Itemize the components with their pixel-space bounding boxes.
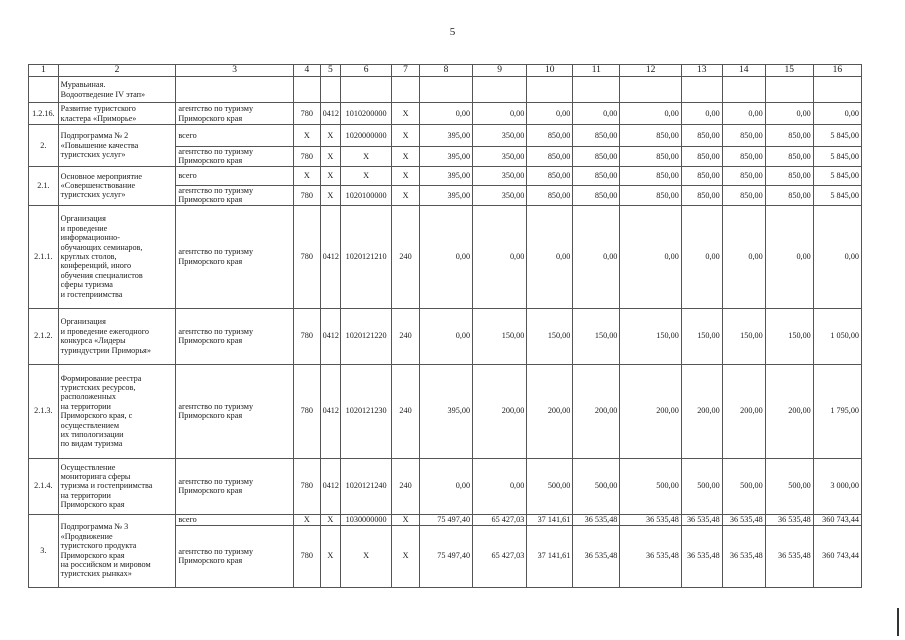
amount-cell: 395,00: [419, 147, 472, 167]
amount-cell: 0,00: [573, 103, 620, 125]
amount-cell: 0,00: [620, 205, 681, 308]
code-cell: X: [392, 514, 420, 525]
amount-cell: 395,00: [419, 185, 472, 205]
amount-cell: 850,00: [681, 185, 722, 205]
header-cell: 2: [58, 65, 176, 77]
header-cell: 7: [392, 65, 420, 77]
code-cell: 780: [294, 185, 321, 205]
code-cell: X: [392, 147, 420, 167]
amount-cell: 850,00: [573, 166, 620, 185]
code-cell: 780: [294, 525, 321, 587]
row-name: Осуществление мониторинга сферы туризма и гостеприимства на территории Приморского края: [58, 458, 176, 514]
code-cell: 0412: [320, 364, 340, 458]
amount-cell: 0,00: [527, 103, 573, 125]
table-row: [29, 458, 862, 514]
executor-cell: агентство по туризму Приморского края: [176, 364, 294, 458]
amount-cell: 850,00: [765, 125, 813, 147]
code-cell: X: [320, 525, 340, 587]
code-cell: 1020121210: [341, 205, 392, 308]
amount-cell: 850,00: [573, 125, 620, 147]
amount-cell: 500,00: [722, 458, 765, 514]
code-cell: X: [341, 525, 392, 587]
row-number: 1.2.16.: [29, 103, 59, 125]
row-name: Основное мероприятие «Совершенствование туристских услуг»: [58, 166, 176, 205]
amount-cell: 850,00: [722, 166, 765, 185]
header-cell: 5: [320, 65, 340, 77]
amount-cell: 0,00: [722, 205, 765, 308]
code-cell: X: [320, 147, 340, 167]
row-name: Организация и проведение ежегодного конкурса «Лидеры туриндустрии Приморья»: [58, 308, 176, 364]
amount-cell: [419, 77, 472, 103]
amount-cell: 200,00: [473, 364, 527, 458]
amount-cell: 150,00: [620, 308, 681, 364]
code-cell: [294, 77, 321, 103]
amount-cell: 850,00: [573, 185, 620, 205]
code-cell: 240: [392, 308, 420, 364]
amount-cell: 36 535,48: [573, 525, 620, 587]
amount-cell: [813, 77, 861, 103]
amount-cell: 37 141,61: [527, 514, 573, 525]
row-number: 2.1.4.: [29, 458, 59, 514]
amount-cell: 350,00: [473, 185, 527, 205]
amount-cell: 850,00: [681, 125, 722, 147]
amount-cell: [681, 77, 722, 103]
code-cell: 1020121220: [341, 308, 392, 364]
row-name: Подпрограмма № 2 «Повышение качества туристских услуг»: [58, 125, 176, 167]
code-cell: 780: [294, 205, 321, 308]
amount-cell: 500,00: [620, 458, 681, 514]
amount-cell: 5 845,00: [813, 185, 861, 205]
row-name: Организация и проведение информационно- обучающих семинаров, круглых столов, конференций, иного обучения специалистов сферы туризма и гостеприимства: [58, 205, 176, 308]
amount-cell: 360 743,44: [813, 514, 861, 525]
amount-cell: 850,00: [722, 125, 765, 147]
amount-cell: 5 845,00: [813, 166, 861, 185]
row-name: Подпрограмма № 3 «Продвижение туристского продукта Приморского края на российском и мировом туристских рынках»: [58, 514, 176, 587]
code-cell: X: [320, 125, 340, 147]
code-cell: [320, 77, 340, 103]
code-cell: 780: [294, 458, 321, 514]
amount-cell: 350,00: [473, 147, 527, 167]
amount-cell: 0,00: [419, 205, 472, 308]
code-cell: 0412: [320, 205, 340, 308]
code-cell: X: [294, 166, 321, 185]
amount-cell: 65 427,03: [473, 514, 527, 525]
amount-cell: 36 535,48: [681, 525, 722, 587]
executor-cell: агентство по туризму Приморского края: [176, 185, 294, 205]
amount-cell: 500,00: [573, 458, 620, 514]
amount-cell: 36 535,48: [620, 525, 681, 587]
code-cell: X: [392, 185, 420, 205]
amount-cell: 0,00: [527, 205, 573, 308]
amount-cell: 200,00: [722, 364, 765, 458]
amount-cell: 75 497,40: [419, 514, 472, 525]
header-cell: 8: [419, 65, 472, 77]
row-number: 2.1.2.: [29, 308, 59, 364]
amount-cell: 0,00: [573, 205, 620, 308]
header-cell: 9: [473, 65, 527, 77]
amount-cell: [473, 77, 527, 103]
code-cell: 240: [392, 205, 420, 308]
code-cell: X: [341, 147, 392, 167]
amount-cell: 36 535,48: [573, 514, 620, 525]
amount-cell: 395,00: [419, 125, 472, 147]
code-cell: X: [392, 103, 420, 125]
code-cell: X: [320, 514, 340, 525]
amount-cell: 850,00: [620, 185, 681, 205]
amount-cell: 850,00: [681, 147, 722, 167]
row-number: 2.1.: [29, 166, 59, 205]
amount-cell: 36 535,48: [620, 514, 681, 525]
code-cell: 780: [294, 308, 321, 364]
amount-cell: [620, 77, 681, 103]
page-number: 5: [449, 26, 456, 38]
amount-cell: 850,00: [620, 125, 681, 147]
header-cell: 11: [573, 65, 620, 77]
amount-cell: 850,00: [527, 185, 573, 205]
amount-cell: 200,00: [620, 364, 681, 458]
header-cell: 14: [722, 65, 765, 77]
code-cell: 1020121230: [341, 364, 392, 458]
header-cell: 1: [29, 65, 59, 77]
amount-cell: 0,00: [473, 458, 527, 514]
amount-cell: 36 535,48: [681, 514, 722, 525]
code-cell: 0412: [320, 103, 340, 125]
code-cell: 1030000000: [341, 514, 392, 525]
row-number: 2.: [29, 125, 59, 167]
amount-cell: 850,00: [722, 185, 765, 205]
row-name: Муравьиная. Водоотведение IV этап»: [58, 77, 176, 103]
code-cell: 1010200000: [341, 103, 392, 125]
code-cell: X: [320, 185, 340, 205]
amount-cell: 5 845,00: [813, 125, 861, 147]
amount-cell: 850,00: [527, 125, 573, 147]
executor-cell: агентство по туризму Приморского края: [176, 147, 294, 167]
table-row: [29, 514, 862, 525]
table-row: [29, 364, 862, 458]
amount-cell: 75 497,40: [419, 525, 472, 587]
row-name: Формирование реестра туристских ресурсов, расположенных на территории Приморского края, с осуществлением их типологизации по видам туризма: [58, 364, 176, 458]
amount-cell: 0,00: [765, 103, 813, 125]
amount-cell: 200,00: [765, 364, 813, 458]
amount-cell: 395,00: [419, 166, 472, 185]
header-cell: 15: [765, 65, 813, 77]
amount-cell: 0,00: [681, 205, 722, 308]
code-cell: 780: [294, 364, 321, 458]
amount-cell: 350,00: [473, 125, 527, 147]
code-cell: 780: [294, 147, 321, 167]
amount-cell: 850,00: [620, 166, 681, 185]
table-row: [29, 308, 862, 364]
code-cell: 240: [392, 364, 420, 458]
row-number: 3.: [29, 514, 59, 587]
amount-cell: 200,00: [527, 364, 573, 458]
code-cell: X: [294, 514, 321, 525]
code-cell: [341, 77, 392, 103]
table-row: [29, 166, 862, 185]
executor-cell: агентство по туризму Приморского края: [176, 525, 294, 587]
table-row: [29, 125, 862, 147]
amount-cell: 360 743,44: [813, 525, 861, 587]
amount-cell: 500,00: [681, 458, 722, 514]
amount-cell: 850,00: [681, 166, 722, 185]
amount-cell: 150,00: [681, 308, 722, 364]
amount-cell: [722, 77, 765, 103]
code-cell: 240: [392, 458, 420, 514]
amount-cell: [527, 77, 573, 103]
code-cell: 1020000000: [341, 125, 392, 147]
amount-cell: 0,00: [473, 103, 527, 125]
amount-cell: 37 141,61: [527, 525, 573, 587]
code-cell: X: [294, 125, 321, 147]
header-cell: 12: [620, 65, 681, 77]
executor-cell: всего: [176, 125, 294, 147]
header-cell: 16: [813, 65, 861, 77]
executor-cell: агентство по туризму Приморского края: [176, 205, 294, 308]
header-row: [29, 65, 862, 77]
header-cell: 13: [681, 65, 722, 77]
amount-cell: 150,00: [473, 308, 527, 364]
amount-cell: 500,00: [527, 458, 573, 514]
code-cell: 1020121240: [341, 458, 392, 514]
executor-cell: всего: [176, 166, 294, 185]
executor-cell: агентство по туризму Приморского края: [176, 458, 294, 514]
amount-cell: 850,00: [527, 166, 573, 185]
amount-cell: 200,00: [681, 364, 722, 458]
scan-edge-mark: [897, 608, 899, 636]
row-number: 2.1.1.: [29, 205, 59, 308]
amount-cell: 36 535,48: [722, 514, 765, 525]
amount-cell: 0,00: [813, 103, 861, 125]
budget-table: [28, 64, 862, 588]
header-cell: 4: [294, 65, 321, 77]
header-cell: 3: [176, 65, 294, 77]
amount-cell: 5 845,00: [813, 147, 861, 167]
amount-cell: 1 050,00: [813, 308, 861, 364]
executor-cell: агентство по туризму Приморского края: [176, 308, 294, 364]
table-row: [29, 77, 862, 103]
amount-cell: 850,00: [765, 166, 813, 185]
amount-cell: 0,00: [419, 458, 472, 514]
amount-cell: 0,00: [473, 205, 527, 308]
amount-cell: 36 535,48: [722, 525, 765, 587]
amount-cell: 350,00: [473, 166, 527, 185]
row-number: [29, 77, 59, 103]
amount-cell: 850,00: [527, 147, 573, 167]
executor-cell: [176, 77, 294, 103]
amount-cell: 500,00: [765, 458, 813, 514]
code-cell: [392, 77, 420, 103]
code-cell: X: [320, 166, 340, 185]
executor-cell: агентство по туризму Приморского края: [176, 103, 294, 125]
amount-cell: 850,00: [765, 185, 813, 205]
amount-cell: 850,00: [722, 147, 765, 167]
amount-cell: [573, 77, 620, 103]
header-cell: 6: [341, 65, 392, 77]
amount-cell: 65 427,03: [473, 525, 527, 587]
amount-cell: 0,00: [813, 205, 861, 308]
executor-cell: всего: [176, 514, 294, 525]
row-name: Развитие туристского кластера «Приморье»: [58, 103, 176, 125]
amount-cell: 0,00: [419, 103, 472, 125]
code-cell: 780: [294, 103, 321, 125]
amount-cell: 850,00: [573, 147, 620, 167]
amount-cell: 150,00: [573, 308, 620, 364]
amount-cell: 850,00: [620, 147, 681, 167]
row-number: 2.1.3.: [29, 364, 59, 458]
table-row: [29, 205, 862, 308]
amount-cell: 0,00: [722, 103, 765, 125]
code-cell: X: [392, 125, 420, 147]
code-cell: 0412: [320, 458, 340, 514]
header-cell: 10: [527, 65, 573, 77]
amount-cell: 0,00: [765, 205, 813, 308]
amount-cell: 0,00: [681, 103, 722, 125]
amount-cell: [765, 77, 813, 103]
amount-cell: 200,00: [573, 364, 620, 458]
amount-cell: 0,00: [620, 103, 681, 125]
amount-cell: 150,00: [527, 308, 573, 364]
table-row: [29, 103, 862, 125]
code-cell: X: [392, 525, 420, 587]
amount-cell: 850,00: [765, 147, 813, 167]
code-cell: X: [392, 166, 420, 185]
amount-cell: 0,00: [419, 308, 472, 364]
code-cell: X: [341, 166, 392, 185]
amount-cell: 3 000,00: [813, 458, 861, 514]
amount-cell: 1 795,00: [813, 364, 861, 458]
amount-cell: 36 535,48: [765, 525, 813, 587]
amount-cell: 36 535,48: [765, 514, 813, 525]
amount-cell: 395,00: [419, 364, 472, 458]
code-cell: 1020100000: [341, 185, 392, 205]
amount-cell: 150,00: [765, 308, 813, 364]
code-cell: 0412: [320, 308, 340, 364]
amount-cell: 150,00: [722, 308, 765, 364]
